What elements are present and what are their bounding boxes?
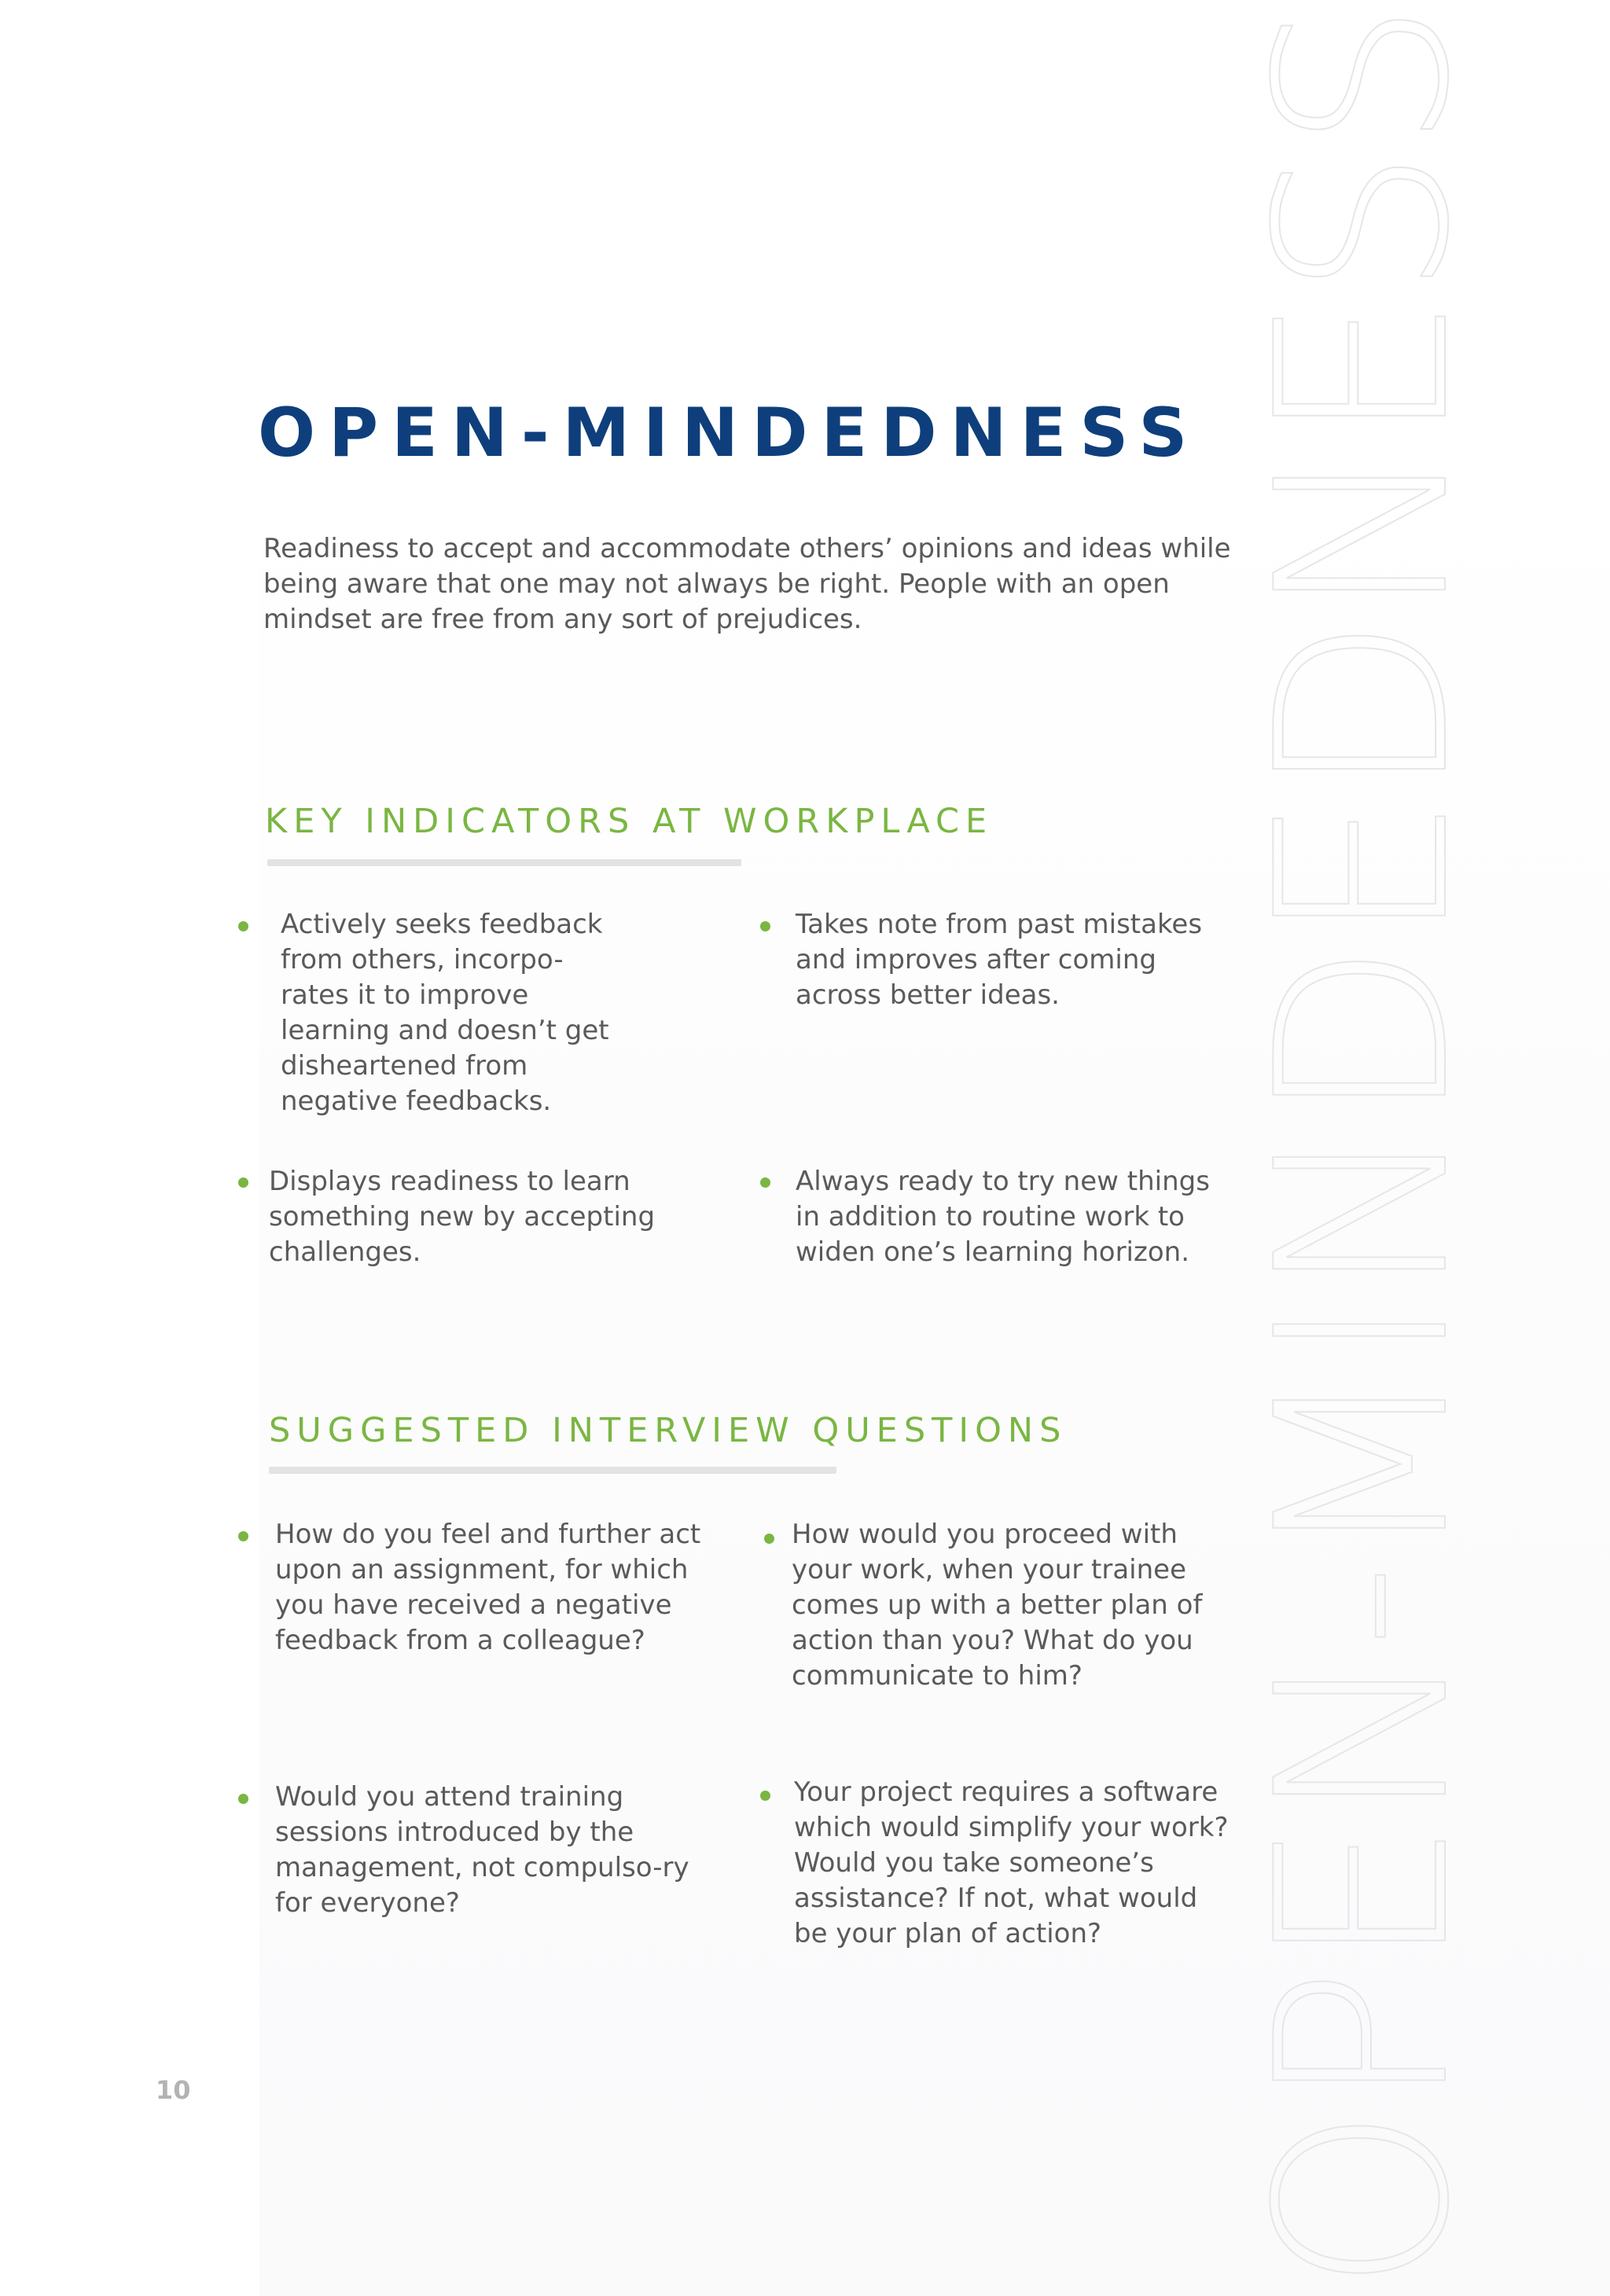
question-item: Your project requires a software which would simplify your work? Would you take someone’s assistance? If not, what would be your plan of action? (794, 1776, 1229, 1949)
question-item: Would you attend training sessions introduced by the management, not compulso-ry for everyone? (275, 1781, 689, 1919)
bullet-icon (764, 1534, 774, 1544)
bullet-icon (238, 921, 248, 931)
key-indicators-divider (267, 859, 741, 866)
bullet-icon (760, 1791, 770, 1801)
question-item: How do you feel and further act upon an assignment, for which you have received a negative feedback from a colleague? (275, 1519, 701, 1656)
indicator-item: Always ready to try new things in addition to routine work to widen one’s learning horizon. (796, 1166, 1210, 1268)
indicator-item: Displays readiness to learn something new by accepting challenges. (269, 1166, 656, 1268)
page-title: OPEN-MINDEDNESS (258, 394, 1201, 472)
page-number: 10 (156, 2075, 191, 2105)
bullet-icon (238, 1794, 248, 1804)
bullet-icon (760, 921, 770, 931)
intro-paragraph: Readiness to accept and accommodate others’ opinions and ideas while being aware that one may not always be right. People with an open mindset are free from any sort of prejudices. (263, 533, 1231, 635)
bullet-icon (238, 1177, 248, 1188)
bullet-icon (238, 1531, 248, 1541)
indicator-item: Takes note from past mistakes and improves after coming across better ideas. (796, 909, 1203, 1011)
vertical-watermark: OPEN-MINDEDNESS (1226, 2, 1501, 2293)
bullet-icon (760, 1177, 770, 1188)
interview-questions-divider (269, 1467, 836, 1474)
interview-questions-heading: SUGGESTED INTERVIEW QUESTIONS (269, 1411, 1068, 1450)
indicator-item: Actively seeks feedback from others, incorpo-rates it to improve learning and doesn’t get disheartened from negative feedbacks. (281, 909, 609, 1117)
key-indicators-heading: KEY INDICATORS AT WORKPLACE (265, 802, 994, 841)
question-item: How would you proceed with your work, when your trainee comes up with a better plan of action than you? What do you communicate to him? (792, 1519, 1203, 1692)
